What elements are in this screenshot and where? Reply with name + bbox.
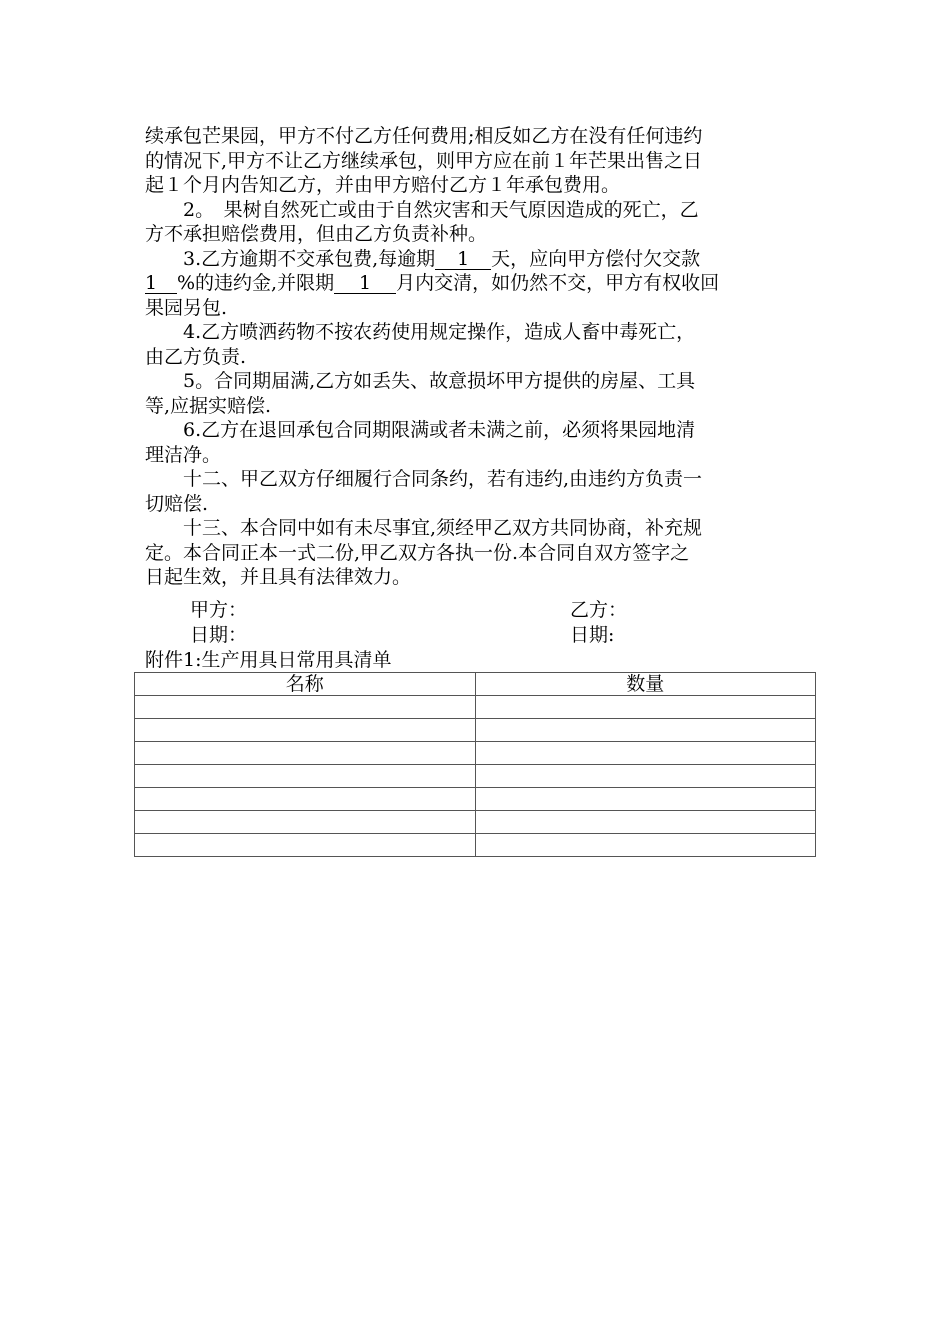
table-row (135, 742, 816, 765)
party-a-label: 甲方： (190, 599, 248, 621)
table-header-row (135, 673, 816, 696)
table-row (135, 719, 816, 742)
body-line: 日起生效，并且具有法律效力。 (145, 566, 412, 588)
cell-quantity (475, 765, 816, 788)
cell-name (135, 719, 476, 742)
body-line: 起１个月内告知乙方，并由甲方赔付乙方１年承包费用。 (145, 174, 621, 196)
cell-quantity (475, 719, 816, 742)
body-line: 等,应据实赔偿. (145, 394, 272, 417)
table-row (135, 788, 816, 811)
body-line: 的情况下,甲方不让乙方继续承包，则甲方应在前１年芒果出售之日 (145, 149, 703, 172)
body-line: 方不承担赔偿费用，但由乙方负责补种。 (145, 223, 488, 245)
appendix-title: 附件1:生产用具日常用具清单 (145, 649, 392, 671)
cell-quantity (475, 788, 816, 811)
table-row (135, 811, 816, 834)
appendix-table (134, 672, 816, 857)
body-line-penalty (145, 247, 805, 272)
contract-body (145, 124, 805, 590)
cell-name (135, 765, 476, 788)
overdue-days-blank: 1 (435, 249, 491, 270)
body-line: 由乙方负责. (145, 345, 247, 368)
column-header-name: 名称 (135, 673, 476, 696)
cell-name (135, 696, 476, 719)
party-b-label: 乙方： (570, 599, 628, 621)
penalty-text-a: 3.乙方逾期不交承包费,每逾期 (145, 247, 436, 270)
body-line: 十二、甲乙双方仔细履行合同条约，若有违约,由违约方负责一 (145, 468, 703, 490)
cell-quantity (475, 696, 816, 719)
body-line: 续承包芒果园，甲方不付乙方任何费用;相反如乙方在没有任何违约 (145, 125, 703, 147)
cell-name (135, 811, 476, 834)
penalty-text-d: 月内交清，如仍然不交，甲方有权收回 (396, 272, 720, 294)
cell-name (135, 742, 476, 765)
penalty-percent-blank: 1 (145, 273, 177, 294)
body-line: 4.乙方喷洒药物不按农药使用规定操作，造成人畜中毒死亡， (145, 321, 696, 343)
cell-quantity (475, 742, 816, 765)
cell-quantity (475, 811, 816, 834)
body-line: 6.乙方在退回承包合同期限满或者未满之前，必须将果园地清 (145, 419, 696, 441)
body-line-penalty-2 (145, 271, 805, 296)
body-line: 定。本合同正本一式二份,甲乙双方各执一份.本合同自双方签字之 (145, 541, 690, 564)
body-line: 十三、本合同中如有未尽事宜,须经甲乙双方共同协商，补充规 (145, 517, 703, 539)
body-line: 切赔偿. (145, 492, 209, 515)
penalty-text-c: %的违约金,并限期 (177, 272, 335, 294)
body-line: 2。 果树自然死亡或由于自然灾害和天气原因造成的死亡，乙 (145, 198, 699, 221)
party-a-date-label: 日期： (190, 624, 248, 646)
table-row (135, 765, 816, 788)
column-header-quantity: 数量 (475, 673, 816, 696)
cell-name (135, 834, 476, 857)
body-line: 理洁净。 (145, 443, 222, 466)
party-b-date-label: 日期: (570, 624, 615, 646)
body-line: 5。合同期届满,乙方如丢失、故意损坏甲方提供的房屋、工具 (145, 370, 696, 392)
table-row (135, 696, 816, 719)
penalty-text-b: 天，应向甲方偿付欠交款 (491, 247, 701, 270)
body-line: 果园另包. (145, 296, 228, 319)
table-row (135, 834, 816, 857)
cell-name (135, 788, 476, 811)
deadline-months-blank: 1 (334, 273, 396, 294)
cell-quantity (475, 834, 816, 857)
